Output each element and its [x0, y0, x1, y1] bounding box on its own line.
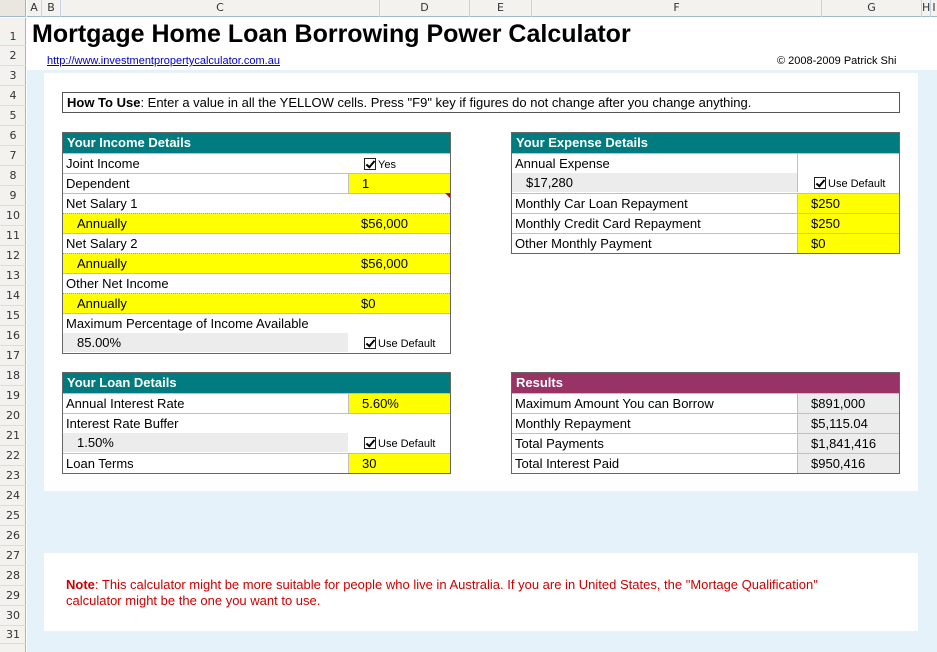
expense-details-header: Your Expense Details	[512, 133, 899, 153]
note-text	[66, 577, 818, 609]
row-header-1[interactable]: 1	[0, 18, 26, 46]
checkbox-icon[interactable]	[364, 158, 376, 170]
annual-expense-row	[512, 153, 899, 173]
checkbox-icon[interactable]	[814, 177, 826, 189]
net-salary-1-label: Net Salary 1	[66, 196, 138, 211]
net-salary-2-row	[63, 233, 450, 253]
annual-expense-value: $17,280	[512, 173, 797, 192]
net-salary-2-frequency[interactable]: Annually	[77, 256, 127, 271]
page-title: Mortgage Home Loan Borrowing Power Calculator	[32, 20, 631, 48]
rate-buffer-checkbox[interactable]	[348, 433, 450, 452]
joint-income-label: Joint Income	[66, 156, 140, 171]
row-header-14[interactable]: 14	[0, 286, 26, 306]
row-header-16[interactable]: 16	[0, 326, 26, 346]
max-percentage-value-row	[63, 333, 450, 353]
loan-terms-label: Loan Terms	[66, 456, 134, 471]
row-header-15[interactable]: 15	[0, 306, 26, 326]
dependent-label: Dependent	[66, 176, 130, 191]
monthly-repayment-label: Monthly Repayment	[515, 416, 631, 431]
joint-income-checkbox[interactable]	[348, 154, 450, 173]
column-header-bar	[27, 0, 937, 17]
total-interest-value: $950,416	[797, 454, 899, 473]
net-salary-2-value-row	[63, 253, 450, 273]
loan-details-table	[62, 372, 451, 474]
max-percentage-label: Maximum Percentage of Income Available	[66, 316, 309, 331]
column-header-a[interactable]: A	[27, 0, 42, 17]
rate-buffer-row	[63, 413, 450, 433]
other-monthly-label: Other Monthly Payment	[515, 236, 652, 251]
row-header-31[interactable]: 31	[0, 626, 26, 644]
dependent-input[interactable]: 1	[348, 174, 450, 193]
expense-details-table	[511, 132, 900, 254]
loan-terms-row	[63, 453, 450, 473]
row-header-17[interactable]: 17	[0, 346, 26, 366]
row-header-30[interactable]: 30	[0, 606, 26, 626]
row-header-5[interactable]: 5	[0, 106, 26, 126]
other-net-income-label: Other Net Income	[66, 276, 169, 291]
net-salary-1-frequency[interactable]: Annually	[77, 216, 127, 231]
dependent-row	[63, 173, 450, 193]
how-to-use-text: : Enter a value in all the YELLOW cells. Press "F9" key if figures do not change after you change anything.	[140, 95, 752, 110]
other-monthly-row	[512, 233, 899, 253]
row-header-20[interactable]: 20	[0, 406, 26, 426]
rate-buffer-value: 1.50%	[63, 433, 348, 452]
row-header-8[interactable]: 8	[0, 166, 26, 186]
row-header-25[interactable]: 25	[0, 506, 26, 526]
interest-rate-label: Annual Interest Rate	[66, 396, 185, 411]
other-monthly-input[interactable]: $0	[797, 234, 899, 253]
checkbox-icon[interactable]	[364, 437, 376, 449]
row-header-13[interactable]: 13	[0, 266, 26, 286]
max-percentage-value: 85.00%	[63, 333, 348, 352]
other-net-income-input[interactable]: $0	[361, 296, 376, 311]
row-header-2[interactable]: 2	[0, 46, 26, 66]
column-header-e[interactable]: E	[470, 0, 532, 17]
column-header-g[interactable]: G	[822, 0, 922, 17]
how-to-use-box	[62, 92, 900, 113]
row-header-29[interactable]: 29	[0, 586, 26, 606]
interest-rate-row	[63, 393, 450, 413]
other-net-income-value-row	[63, 293, 450, 313]
other-net-income-row	[63, 273, 450, 293]
annual-expense-checkbox-label: Use Default	[828, 178, 886, 190]
joint-income-checkbox-label: Yes	[378, 159, 396, 171]
rate-buffer-label: Interest Rate Buffer	[66, 416, 179, 431]
comment-indicator-icon[interactable]	[445, 193, 450, 198]
total-interest-row	[512, 453, 899, 473]
checkbox-icon[interactable]	[364, 337, 376, 349]
row-header-7[interactable]: 7	[0, 146, 26, 166]
total-interest-label: Total Interest Paid	[515, 456, 620, 471]
interest-rate-input[interactable]: 5.60%	[348, 394, 450, 413]
net-salary-2-input[interactable]: $56,000	[361, 256, 408, 271]
row-header-3[interactable]: 3	[0, 66, 26, 86]
column-header-i[interactable]: I	[932, 1, 936, 14]
max-borrow-row	[512, 393, 899, 413]
row-header-22[interactable]: 22	[0, 446, 26, 466]
joint-income-row	[63, 153, 450, 173]
total-payments-value: $1,841,416	[797, 434, 899, 453]
column-header-h[interactable]: H	[922, 0, 931, 17]
results-table	[511, 372, 900, 474]
note-label: Note	[66, 577, 95, 592]
monthly-repayment-value: $5,115.04	[797, 414, 899, 433]
car-loan-row	[512, 193, 899, 213]
net-salary-2-label: Net Salary 2	[66, 236, 138, 251]
row-header-27[interactable]: 27	[0, 546, 26, 566]
annual-expense-blank	[797, 154, 899, 173]
max-percentage-row	[63, 313, 450, 333]
income-details-table	[62, 132, 451, 354]
net-salary-1-value-row	[63, 213, 450, 233]
max-borrow-value: $891,000	[797, 394, 899, 413]
row-header-18[interactable]: 18	[0, 366, 26, 386]
column-header-b[interactable]: B	[42, 0, 61, 17]
column-header-f[interactable]: F	[532, 0, 822, 17]
loan-terms-input[interactable]: 30	[348, 454, 450, 473]
credit-card-input[interactable]: $250	[797, 214, 899, 233]
column-header-c[interactable]: C	[61, 0, 380, 17]
row-header-11[interactable]: 11	[0, 226, 26, 246]
copyright-text: © 2008-2009 Patrick Shi	[777, 55, 897, 67]
row-header-6[interactable]: 6	[0, 126, 26, 146]
note-line-2: calculator might be the one you want to use.	[66, 593, 321, 608]
loan-details-header: Your Loan Details	[63, 373, 450, 393]
max-percentage-checkbox-label: Use Default	[378, 338, 436, 350]
row-header-10[interactable]: 10	[0, 206, 26, 226]
row-header-12[interactable]: 12	[0, 246, 26, 266]
row-header-26[interactable]: 26	[0, 526, 26, 546]
row-header-24[interactable]: 24	[0, 486, 26, 506]
annual-expense-value-row	[512, 173, 899, 193]
annual-expense-label: Annual Expense	[515, 156, 610, 171]
net-salary-1-row	[63, 193, 450, 213]
annual-expense-checkbox[interactable]	[797, 173, 899, 192]
row-header-bar	[0, 18, 26, 652]
row-header-4[interactable]: 4	[0, 86, 26, 106]
max-borrow-label: Maximum Amount You can Borrow	[515, 396, 714, 411]
credit-card-row	[512, 213, 899, 233]
row-header-23[interactable]: 23	[0, 466, 26, 486]
other-net-income-frequency[interactable]: Annually	[77, 296, 127, 311]
car-loan-input[interactable]: $250	[797, 194, 899, 213]
income-details-header: Your Income Details	[63, 133, 450, 153]
select-all-corner[interactable]	[0, 0, 26, 17]
note-line-1: : This calculator might be more suitable for people who live in Australia. If you are in United States, the "Mortage Qualification"	[94, 577, 818, 592]
how-to-use-label: How To Use	[67, 95, 141, 110]
rate-buffer-checkbox-label: Use Default	[378, 438, 436, 450]
car-loan-label: Monthly Car Loan Repayment	[515, 196, 688, 211]
row-header-19[interactable]: 19	[0, 386, 26, 406]
rate-buffer-value-row	[63, 433, 450, 453]
website-link[interactable]: http://www.investmentpropertycalculator.com.au	[47, 55, 280, 67]
row-header-9[interactable]: 9	[0, 186, 26, 206]
results-header: Results	[512, 373, 899, 393]
monthly-repayment-row	[512, 413, 899, 433]
max-percentage-checkbox[interactable]	[348, 333, 450, 352]
credit-card-label: Monthly Credit Card Repayment	[515, 216, 701, 231]
total-payments-row	[512, 433, 899, 453]
row-header-28[interactable]: 28	[0, 566, 26, 586]
total-payments-label: Total Payments	[515, 436, 604, 451]
column-header-d[interactable]: D	[380, 0, 470, 17]
net-salary-1-input[interactable]: $56,000	[361, 216, 408, 231]
row-header-21[interactable]: 21	[0, 426, 26, 446]
